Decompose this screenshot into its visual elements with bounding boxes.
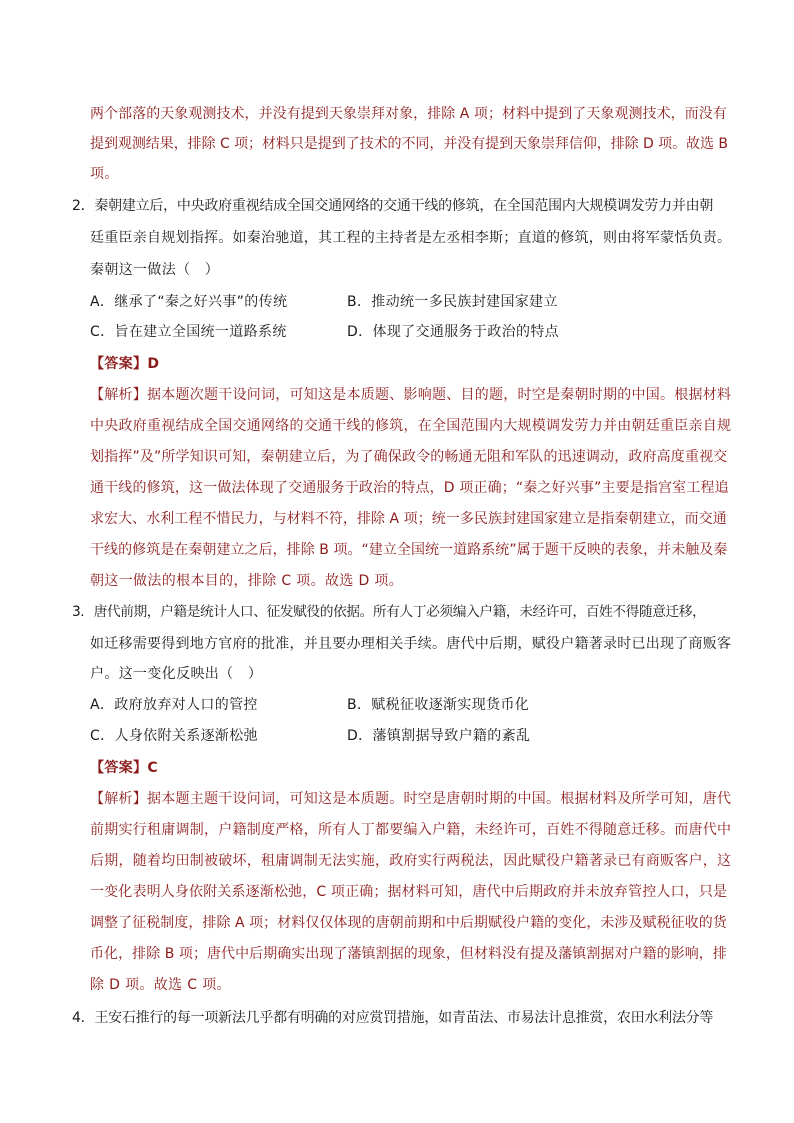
q3-analysis-line-7: 除 D 项。故选 C 项。 bbox=[90, 977, 231, 993]
q2-analysis-line-4: 通干线的修筑，这一做法体现了交通服务于政治的特点，D 项正确；“秦之好兴事”主要是指宫室工程追 bbox=[90, 480, 729, 496]
q3-analysis-line-6: 币化，排除 B 项；唐代中后期确实出现了藩镇割据的现象，但材料没有提及藩镇割据对户籍的影响，排 bbox=[90, 946, 727, 962]
q2-stem-line-3: 秦朝这一做法（ ） bbox=[90, 262, 220, 278]
q3-option-c[interactable]: C．人身依附关系逐渐松弛 bbox=[90, 728, 258, 744]
q3-analysis-line-1: 【解析】据本题主题干设问词，可知这是本质题。时空是唐朝时期的中国。根据材料及所学可知，唐代 bbox=[90, 791, 732, 807]
q3-option-a[interactable]: A．政府放弃对人口的管控 bbox=[90, 697, 258, 713]
q2-option-d[interactable]: D．体现了交通服务于政治的特点 bbox=[347, 324, 560, 340]
q2-option-a[interactable]: A．继承了“秦之好兴事”的传统 bbox=[90, 294, 288, 310]
q2-answer: 【答案】D bbox=[90, 356, 160, 372]
q3-analysis-line-2: 前期实行租庸调制，户籍制度严格，所有人丁都要编入户籍，未经许可，百姓不得随意迁移。而唐代中 bbox=[90, 822, 732, 838]
q2-analysis-line-6: 干线的修筑是在秦朝建立之后，排除 B 项。“建立全国统一道路系统”属于题干反映的表象，并未触及秦 bbox=[90, 542, 728, 558]
q2-analysis-line-1: 【解析】据本题次题干设问词，可知这是本质题、影响题、目的题，时空是秦朝时期的中国。根据材料 bbox=[90, 387, 732, 403]
q3-analysis-line-5: 调整了征税制度，排除 A 项；材料仅仅体现的唐朝前期和中后期赋役户籍的变化，未涉及赋税征收的货 bbox=[90, 915, 727, 931]
prev-analysis-line-2: 提到观测结果，排除 C 项；材料只是提到了技术的不同，并没有提到天象崇拜信仰，排除 D 项。故选 B bbox=[90, 136, 728, 152]
q2-analysis-line-3: 划指挥”及”所学知识可知，秦朝建立后，为了确保政令的畅通无阻和军队的迅速调动，政府高度重视交 bbox=[90, 449, 728, 465]
q3-analysis-line-4: 一变化表明人身依附关系逐渐松弛，C 项正确；据材料可知，唐代中后期政府并未放弃管控人口，只是 bbox=[90, 884, 728, 900]
q2-analysis-line-2: 中央政府重视结成全国交通网络的交通干线的修筑，在全国范围内大规模调发劳力并由朝廷重臣亲自规 bbox=[90, 418, 732, 434]
q3-analysis-line-3: 后期，随着均田制被破坏，租庸调制无法实施，政府实行两税法，因此赋役户籍著录已有商贩客户，这 bbox=[90, 853, 732, 869]
q3-stem-line-3: 户。这一变化反映出（ ） bbox=[90, 666, 263, 682]
prev-analysis-line-1: 两个部落的天象观测技术，并没有提到天象崇拜对象，排除 A 项；材料中提到了天象观测技术，而没有 bbox=[90, 106, 727, 122]
q4-stem-line-1: 4．王安石推行的每一项新法几乎都有明确的对应赏罚措施，如青苗法、市易法计息推赏，农田水利法分等 bbox=[72, 1010, 714, 1026]
q3-stem-line-1: 3．唐代前期，户籍是统计人口、征发赋役的依据。所有人丁必须编入户籍，未经许可，百姓不得随意迁移， bbox=[72, 604, 706, 620]
q3-option-d[interactable]: D．藩镇割据导致户籍的紊乱 bbox=[347, 728, 531, 744]
q2-option-b[interactable]: B．推动统一多民族封建国家建立 bbox=[347, 294, 558, 310]
q3-answer: 【答案】C bbox=[90, 760, 159, 776]
q2-stem-line-2: 廷重臣亲自规划指挥。如秦治驰道，其工程的主持者是左丞相李斯；直道的修筑，则由将军蒙恬负责。 bbox=[90, 230, 732, 246]
q2-stem-line-1: 2．秦朝建立后，中央政府重视结成全国交通网络的交通干线的修筑，在全国范围内大规模调发劳力并由朝 bbox=[72, 198, 714, 214]
q3-option-b[interactable]: B．赋税征收逐渐实现货币化 bbox=[347, 697, 530, 713]
q2-analysis-line-7: 朝这一做法的根本目的，排除 C 项。故选 D 项。 bbox=[90, 573, 404, 589]
prev-analysis-line-3: 项。 bbox=[90, 166, 119, 182]
q2-analysis-line-5: 求宏大、水利工程不惜民力，与材料不符，排除 A 项；统一多民族封建国家建立是指秦朝建立，而交通 bbox=[90, 511, 727, 527]
q2-option-c[interactable]: C．旨在建立全国统一道路系统 bbox=[90, 324, 287, 340]
q3-stem-line-2: 如迁移需要得到地方官府的批准，并且要办理相关手续。唐代中后期，赋役户籍著录时已出现了商贩客 bbox=[90, 636, 732, 652]
